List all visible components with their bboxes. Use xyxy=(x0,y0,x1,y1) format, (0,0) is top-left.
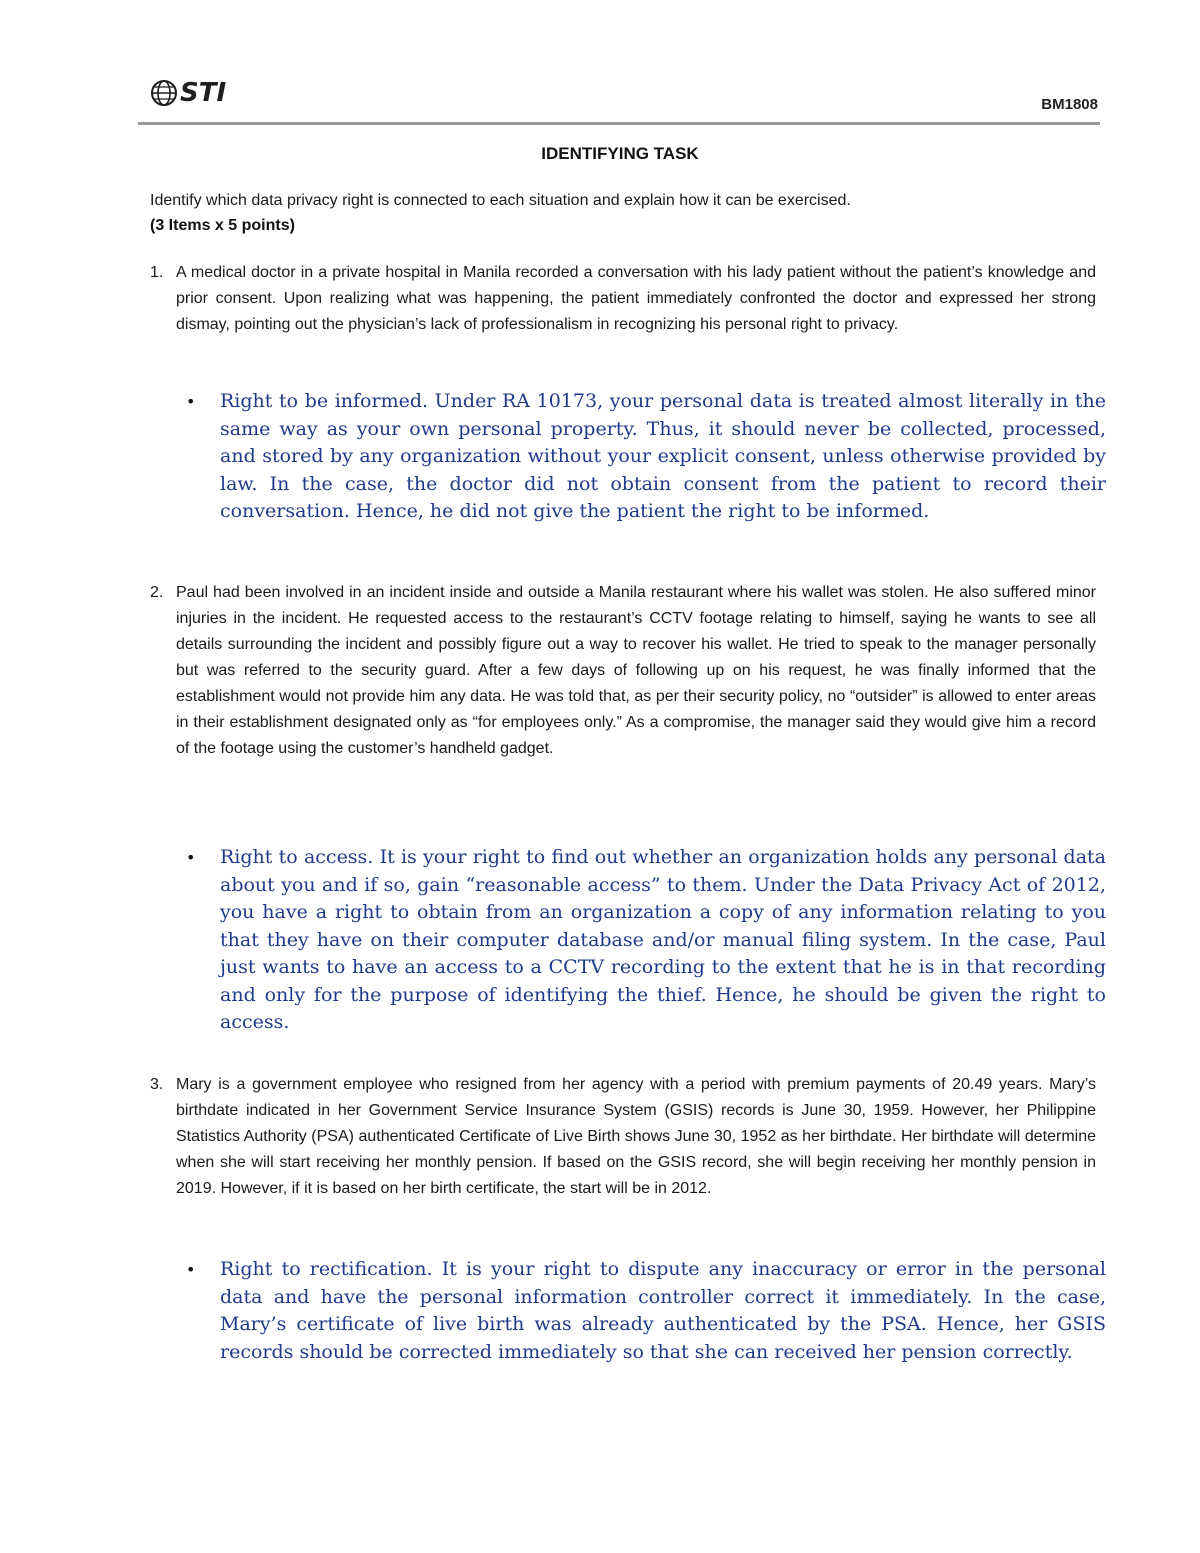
page-title: IDENTIFYING TASK xyxy=(541,144,699,163)
question-text: Mary is a government employee who resigned from her agency with a period with premium payments of 20.49 years. Mary’s birthdate indicated in her Government Service Insurance System (GSIS) records is June 30, 1959. However, her Philippine Statistics Authority (PSA) authenticated Certificate of Live Birth shows June 30, 1952 as her birthdate. Her birthdate will determine when she will start receiving her monthly pension. If based on the GSIS record, she will begin receiving her monthly pension in 2019. However, if it is based on her birth certificate, the start will be in 2012. xyxy=(176,1076,1096,1197)
points-label: (3 Items x 5 points) xyxy=(150,217,295,234)
question-text: Paul had been involved in an incident inside and outside a Manila restaurant where his wallet was stolen. He also suffered minor injuries in the incident. He requested access to the restaurant’s CCTV footage relating to himself, saying he wants to see all details surrounding the incident and possibly figure out a way to recover his wallet. He tried to speak to the manager personally but was referred to the security guard. After a few days of following up on his request, he was finally informed that the establishment would not provide him any data. He was told that, as per their security policy, no “outsider” is allowed to enter areas in their establishment designated only as “for employees only.” As a compromise, the manager said they would give him a record of the footage using the customer’s handheld gadget. xyxy=(176,584,1096,757)
answer-item xyxy=(186,388,1106,526)
document-code: BM1808 xyxy=(1041,96,1098,113)
page-header xyxy=(150,78,1098,124)
question-text: A medical doctor in a private hospital in Manila recorded a conversation with his lady patient without the patient’s knowledge and prior consent. Upon realizing what was happening, the patient immediately confronted the doctor and expressed her strong dismay, pointing out the physician’s lack of professionalism in recognizing his personal right to privacy. xyxy=(176,264,1096,333)
bullet-icon: • xyxy=(186,392,196,411)
answer-text: Right to rectification. It is your right to dispute any inaccuracy or error in the personal data and have the personal information controller correct it immediately. In the case, Mary’s certificate of live birth was already authenticated by the PSA. Hence, her GSIS records should be corrected immediately so that she can received her pension correctly. xyxy=(220,1258,1106,1363)
answer-item xyxy=(186,844,1106,1037)
question-item xyxy=(150,260,1096,338)
question-item xyxy=(150,580,1096,762)
bullet-icon: • xyxy=(186,1260,196,1279)
bullet-icon: • xyxy=(186,848,196,867)
globe-icon xyxy=(150,79,178,107)
sti-logo xyxy=(150,78,226,108)
answer-item xyxy=(186,1256,1106,1366)
answer-text: Right to be informed. Under RA 10173, your personal data is treated almost literally in the same way as your own personal property. Thus, it should never be collected, processed, and stored by any organization without your explicit consent, unless otherwise provided by law. In the case, the doctor did not obtain consent from the patient to record their conversation. Hence, he did not give the patient the right to be informed. xyxy=(220,390,1106,522)
question-number: 1. xyxy=(150,264,164,281)
question-number: 3. xyxy=(150,1076,164,1093)
instructions-text: Identify which data privacy right is connected to each situation and explain how it can be exercised. xyxy=(150,192,851,209)
answer-text: Right to access. It is your right to find out whether an organization holds any personal data about you and if so, gain “reasonable access” to them. Under the Data Privacy Act of 2012, you have a right to obtain from an organization a copy of any information relating to you that they have on their computer database and/or manual filing system. In the case, Paul just wants to have an access to a CCTV recording to the extent that he is in that recording and only for the purpose of identifying the thief. Hence, he should be given the right to access. xyxy=(220,846,1106,1033)
question-number: 2. xyxy=(150,584,164,601)
header-divider xyxy=(138,122,1100,125)
logo-text: STI xyxy=(180,78,227,108)
question-item xyxy=(150,1072,1096,1202)
